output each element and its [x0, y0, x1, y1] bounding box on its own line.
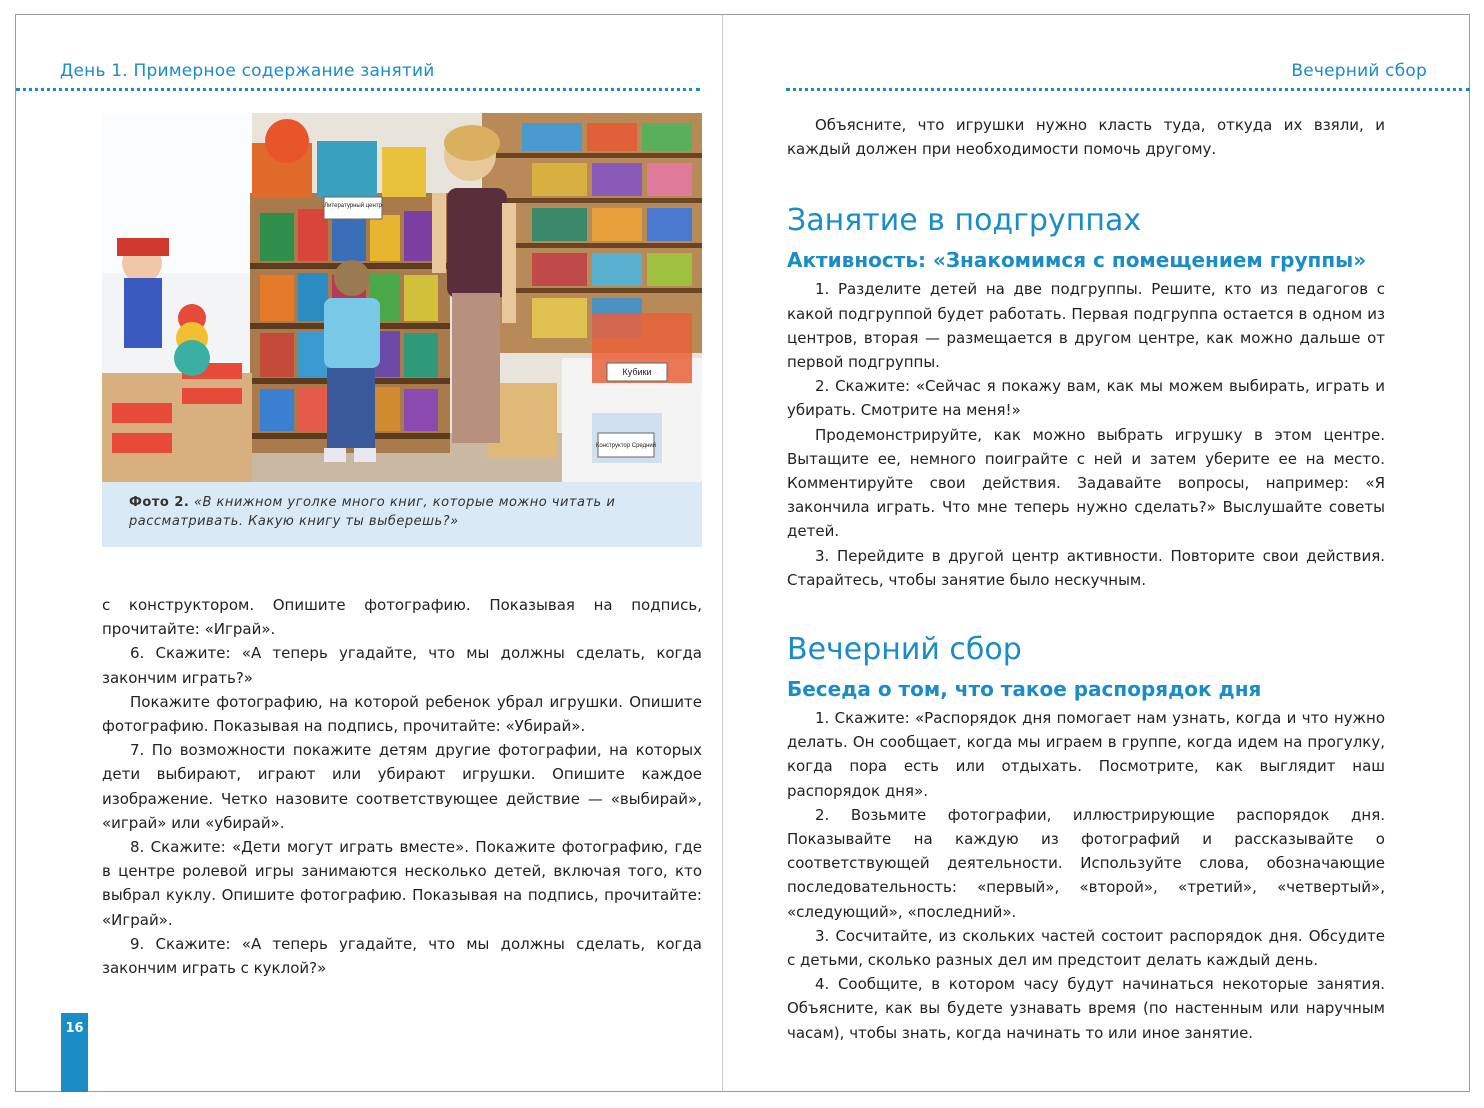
paragraph: 9. Скажите: «А теперь угадайте, что мы должны сделать, когда закончим играть с куклой?»	[102, 934, 702, 978]
paragraph: 8. Скажите: «Дети могут играть вместе». Покажите фотографию, где в центре ролевой игры занимаются несколько детей, включая того, кто выбрал куклу. Опишите фотографию. Показывая на подпись, прочитайте: «Играй».	[102, 838, 702, 929]
right-page	[723, 14, 1470, 1092]
paragraph: с конструктором. Опишите фотографию. Показывая на подпись, прочитайте: «Играй».	[102, 596, 702, 639]
right-body-text	[787, 113, 1385, 1045]
paragraph: 6. Скажите: «А теперь угадайте, что мы должны сделать, когда закончим играть?»	[102, 644, 702, 687]
paragraph: 3. Перейдите в другой центр активности. Повторите свои действия. Старайтесь, чтобы занятие было нескучным.	[787, 546, 1385, 589]
sign-cubes: Кубики	[622, 367, 652, 377]
paragraph: Продемонстрируйте, как можно выбрать игрушку в этом центре. Вытащите ее, немного поиграйте с ней и затем уберите ее на место. Комментируйте свои действия. Задавайте вопросы, например: «Я закончила играть. Что мне теперь нужно сделать?» Выслушайте советы детей.	[787, 425, 1385, 541]
running-head-right: Вечерний сбор	[1291, 61, 1427, 81]
running-head-left: День 1. Примерное содержание занятий	[60, 61, 435, 81]
dotted-divider-left	[16, 88, 700, 91]
sign-constructor: Конструктор Средний	[595, 443, 657, 449]
caption-label: Фото 2.	[129, 495, 190, 510]
paragraph: 1. Скажите: «Распорядок дня помогает нам узнать, когда и что нужно делать. Он сообщает, когда мы играем в группе, когда идем на прогулку, когда пора есть или отдыхать. Посмотрите, как выглядит наш распорядок дня».	[787, 709, 1385, 800]
activity-subheading: Активность: «Знакомимся с помещением группы»	[787, 248, 1367, 273]
sign-literary-center: Литературный центр	[324, 203, 382, 209]
page-number: 16	[61, 1013, 88, 1092]
paragraph: 3. Сосчитайте, из скольких частей состоит распорядок дня. Обсудите с детьми, сколько разных дел им предстоит делать каждый день.	[787, 926, 1385, 970]
conversation-subheading: Беседа о том, что такое распорядок дня	[787, 677, 1262, 702]
paragraph: 2. Скажите: «Сейчас я покажу вам, как мы можем выбирать, играть и убирать. Смотрите на меня!»	[787, 377, 1385, 420]
paragraph: Покажите фотографию, на которой ребенок убрал игрушки. Опишите фотографию. Показывая на подпись, прочитайте: «Убирай».	[102, 692, 702, 736]
paragraph: 4. Сообщите, в котором часу будут начинаться некоторые занятия. Объясните, как вы будете узнавать время (по настенным или наручным часам), чтобы знать, когда начинать то или иное занятие.	[787, 975, 1385, 1042]
bookshelf-photo	[102, 113, 702, 482]
photo-caption	[129, 493, 689, 531]
intro-paragraph: Объясните, что игрушки нужно класть туда, откуда их взяли, и каждый должен при необходимости помочь другому.	[787, 116, 1385, 159]
left-page	[15, 14, 723, 1092]
dotted-divider-right	[786, 88, 1470, 91]
paragraph: 2. Возьмите фотографии, иллюстрирующие распорядок дня. Показывайте на каждую из фотографий и рассказывайте о соответствующей деятельности. Используйте слова, обозначающие последовательность: «первый», «второй», «третий», «четвертый», «следующий», «последний».	[787, 805, 1385, 921]
paragraph: 7. По возможности покажите детям другие фотографии, на которых дети выбирают, играют или убирают игрушки. Опишите каждое изображение. Четко назовите соответствующее действие — «выбирай», «играй» или «убирай».	[102, 741, 702, 832]
paragraph: 1. Разделите детей на две подгруппы. Решите, кто из педагогов с какой подгруппой будет работать. Первая подгруппа остается в одном из центров, вторая — размещается в другом центре, как можно дальше от первой подгруппы.	[787, 280, 1385, 372]
left-body-text	[102, 593, 702, 980]
section-heading-evening: Вечерний сбор	[787, 632, 1022, 668]
caption-text: «В книжном уголке много книг, которые можно читать и рассматривать. Какую книгу ты выберешь?»	[129, 495, 616, 529]
section-heading-subgroups: Занятие в подгруппах	[787, 203, 1142, 239]
photo-figure	[102, 113, 702, 547]
